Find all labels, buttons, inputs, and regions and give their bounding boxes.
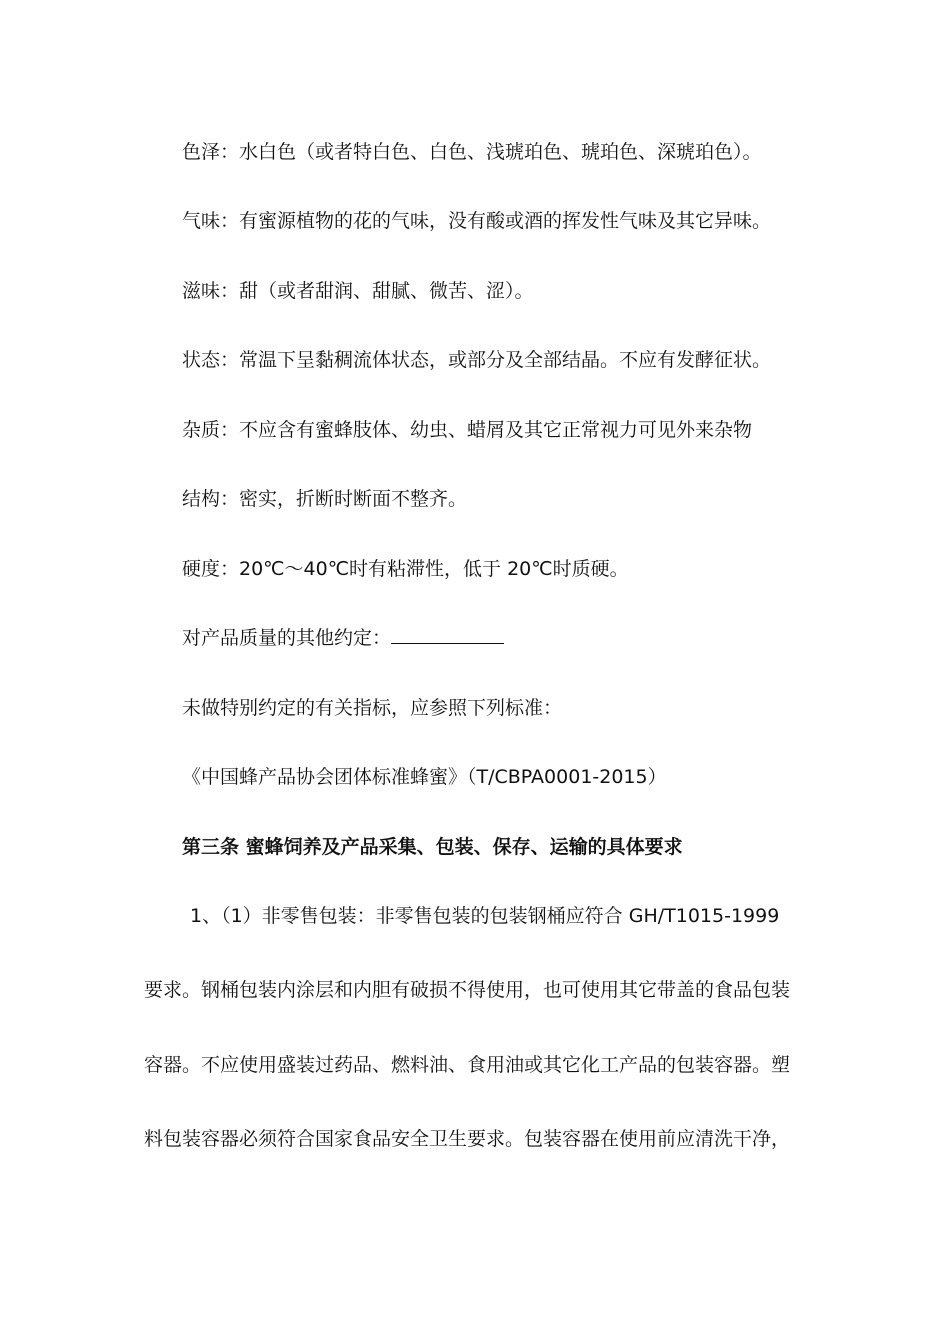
other-agreement-blank[interactable] (391, 625, 504, 644)
other-agreement (182, 625, 504, 651)
packaging-paragraph-line: 1、（1）非零售包装：非零售包装的包装钢桶应符合 GH/T1015-1999 (190, 905, 780, 927)
state-spec: 状态：常温下呈黏稠流体状态，或部分及全部结晶。不应有发酵征状。 (182, 349, 772, 371)
packaging-paragraph-line: 料包装容器必须符合国家食品安全卫生要求。包装容器在使用前应清洗干净， (144, 1128, 791, 1150)
structure-spec: 结构：密实，折断时断面不整齐。 (182, 488, 468, 510)
other-agreement-label: 对产品质量的其他约定： (182, 627, 392, 649)
color-spec: 色泽：水白色（或者特白色、白色、浅琥珀色、琥珀色、深琥珀色）。 (182, 141, 762, 163)
packaging-paragraph-line: 容器。不应使用盛装过药品、燃料油、食用油或其它化工产品的包装容器。塑 (144, 1054, 791, 1076)
reference-intro: 未做特别约定的有关指标，应参照下列标准： (182, 697, 563, 719)
section-heading: 第三条 蜜蜂饲养及产品采集、包装、保存、运输的具体要求 (182, 836, 683, 858)
impurity-spec: 杂质：不应含有蜜蜂肢体、幼虫、蜡屑及其它正常视力可见外来杂物 (182, 419, 753, 441)
taste-spec: 滋味：甜（或者甜润、甜腻、微苦、涩）。 (182, 280, 534, 302)
packaging-paragraph-line: 要求。钢桶包装内涂层和内胆有破损不得使用，也可使用其它带盖的食品包装 (144, 979, 791, 1001)
odor-spec: 气味：有蜜源植物的花的气味，没有酸或酒的挥发性气味及其它异味。 (182, 210, 772, 232)
reference-standard: 《中国蜂产品协会团体标准蜂蜜》（T/CBPA0001-2015） (182, 766, 667, 788)
hardness-spec: 硬度：20℃～40℃时有粘滞性，低于 20℃时质硬。 (182, 558, 629, 580)
